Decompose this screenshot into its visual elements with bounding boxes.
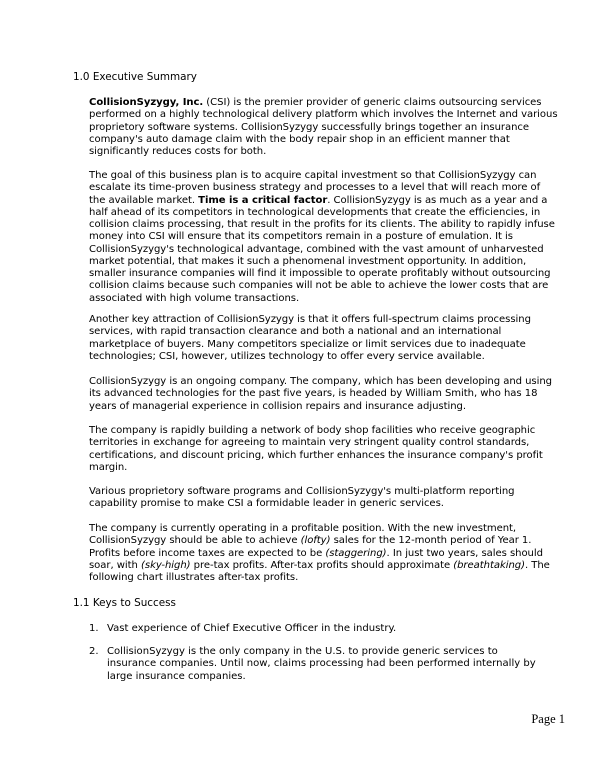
page-number: Page 1 xyxy=(531,712,565,726)
company-name: CollisionSyzygy, Inc. xyxy=(89,97,204,108)
summary-paragraph-2: The goal of this business plan is to acquire capital investment so that CollisionSyzygy can escalate its time-proven business strategy and processes to a level that will reach more of the available market. Time is a critical factor. CollisionSyzygy is as much as a year and a half ahead of its competitors in technological developments that create the efficiencies, in collision claims processing, that result in the profits for its clients. The ability to rapidly infuse money into CSI will ensure that its competitors remain in a posture of emulation. It is CollisionSyzygy's technological advantage, combined with the vast amount of unharvested market potential, that makes it such a phenomenal investment opportunity. In addition, smaller insurance companies will find it impossible to operate profitably without outsourcing collision claims because such companies will not be able to achieve the lower costs that are associated with high volume transactions. xyxy=(89,170,555,304)
summary-paragraph-5: The company is rapidly building a network of body shop facilities who receive geographic territories in exchange for agreeing to maintain very stringent quality control standards, certifications, and discount pricing, which further enhances the insurance company's profit margin. xyxy=(89,425,543,473)
emphasis-critical-factor: Time is a critical factor xyxy=(198,194,328,206)
summary-paragraph-7: The company is currently operating in a profitable position. With the new investment, CollisionSyzygy should be able to achieve (lofty) sales for the 12-month period of Year 1. Profits before income taxes are expected to be (staggering). In just two years, sales should soar, with (sky-high) pre-tax profits. After-tax profits should approximate (breathtaking). The following chart illustrates after-tax profits. xyxy=(89,523,550,583)
summary-paragraph-1: CollisionSyzygy, Inc. (CSI) is the premier provider of generic claims outsourcing services performed on a highly technological delivery platform which involves the Internet and various proprietory software systems. CollisionSyzygy successfully brings together an insurance company's auto damage claim with the body repair shop in an efficient manner that significantly reduces costs for both. xyxy=(89,97,558,157)
summary-paragraph-4: CollisionSyzygy is an ongoing company. The company, which has been developing and using its advanced technologies for the past five years, is headed by William Smith, who has 18 years of managerial experience in collision repairs and insurance adjusting. xyxy=(89,376,553,412)
list-item-number: 2. xyxy=(89,646,99,657)
keys-to-success-heading: 1.1 Keys to Success xyxy=(73,597,176,609)
summary-paragraph-3: Another key attraction of CollisionSyzygy is that it offers full-spectrum claims processing services, with rapid transaction clearance and both a national and an international marketplace of buyers. Many competitors specialize or limit services due to inadequate technologies; CSI, however, utilizes technology to offer every service available. xyxy=(89,314,531,362)
list-item-text: Vast experience of Chief Executive Officer in the industry. xyxy=(107,623,397,634)
list-item-text: CollisionSyzygy is the only company in the U.S. to provide generic services to insurance companies. Until now, claims processing had been performed internally by large insurance companies. xyxy=(107,646,536,682)
executive-summary-heading: 1.0 Executive Summary xyxy=(73,71,197,83)
summary-paragraph-6: Various proprietory software programs and CollisionSyzygy's multi-platform reporting capability promise to make CSI a formidable leader in generic services. xyxy=(89,486,515,510)
list-item-number: 1. xyxy=(89,623,99,634)
